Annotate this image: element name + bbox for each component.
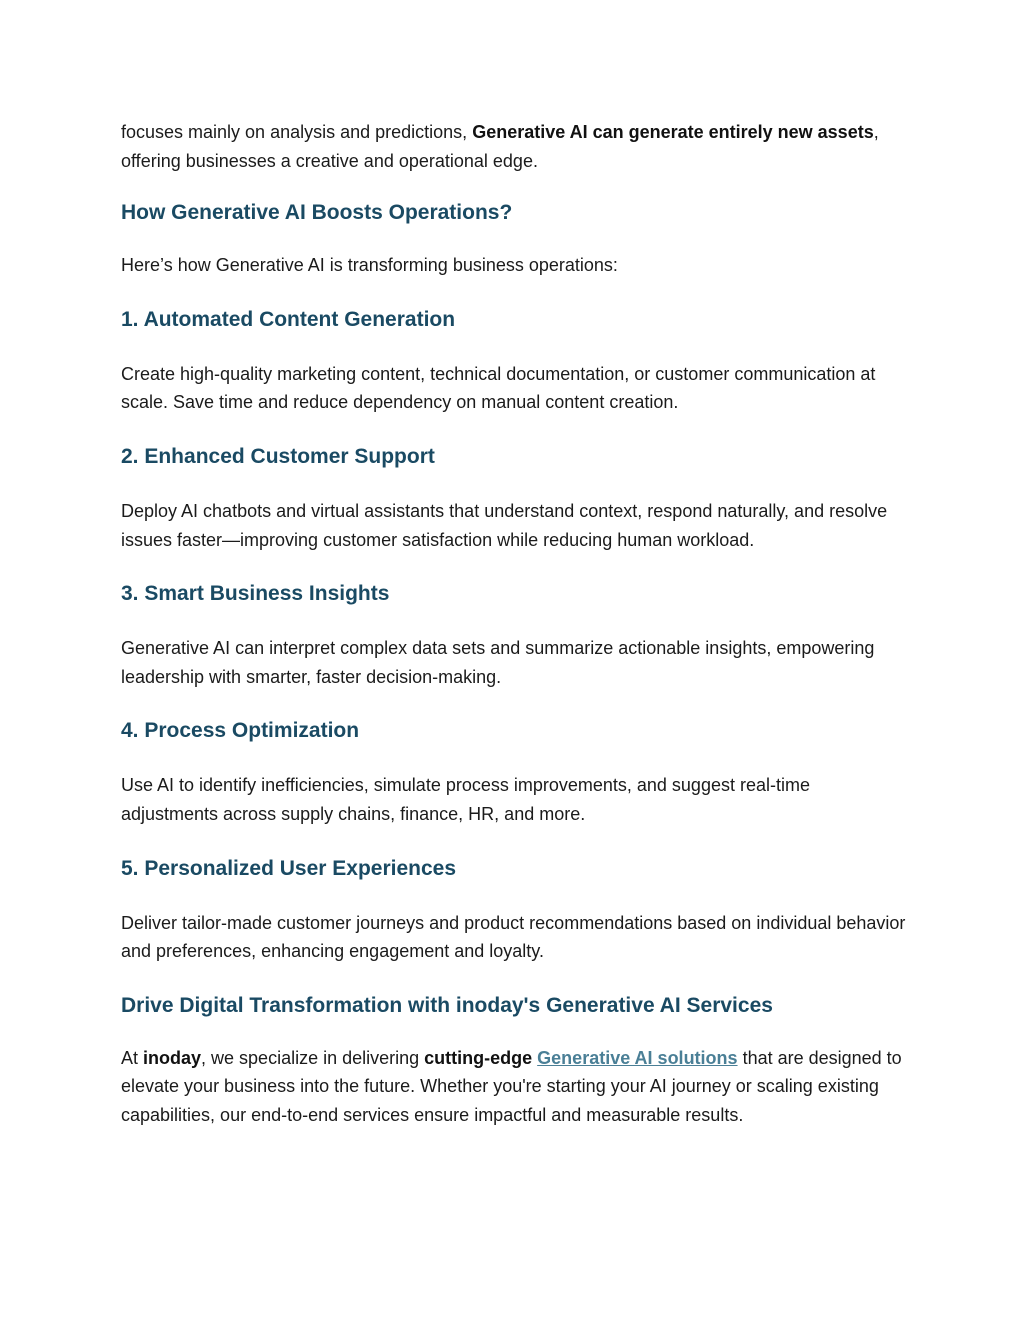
- item-body-business-insights: Generative AI can interpret complex data sets and summarize actionable insights, empowering leadership with smarter, faster decision-making.: [121, 638, 875, 687]
- item-body-customer-support: Deploy AI chatbots and virtual assistants that understand context, respond naturally, and resolve issues faster—improving customer satisfaction while reducing human workload.: [121, 500, 888, 550]
- drive-text-1: At: [121, 1047, 144, 1068]
- item-body-process-optimization: Use AI to identify inefficiencies, simulate process improvements, and suggest real-time adjustments across supply chains, finance, HR, and more.: [121, 775, 810, 824]
- item-heading-process-optimization: 4. Process Optimization: [121, 719, 360, 743]
- intro-text-2: , offering businesses a creative and operational edge.: [121, 122, 879, 171]
- drive-transformation-heading: Drive Digital Transformation with inoday's Generative AI Services: [121, 993, 773, 1017]
- operations-lead-paragraph: Here’s how Generative AI is transforming business operations:: [121, 255, 618, 276]
- intro-text-1: focuses mainly on analysis and predictions,: [121, 122, 473, 142]
- document-content: [121, 118, 906, 1130]
- item-heading-personalized-experiences: 5. Personalized User Experiences: [121, 856, 457, 880]
- item-heading-business-insights: 3. Smart Business Insights: [121, 582, 390, 606]
- generative-ai-solutions-link[interactable]: Generative AI solutions: [537, 1047, 738, 1068]
- item-body-content-generation: Create high-quality marketing content, technical documentation, or customer communication at scale. Save time and reduce dependency on manual content creation.: [121, 363, 876, 413]
- drive-text-4: that are designed to elevate your business into the future. Whether you're starting your AI journey or scaling existing capabilities, our end-to-end services ensure impactful and measurable results.: [121, 1047, 902, 1125]
- operations-heading: How Generative AI Boosts Operations?: [121, 201, 513, 225]
- brand-name: inoday: [143, 1047, 202, 1068]
- drive-bold-text: cutting-edge: [424, 1047, 533, 1068]
- item-heading-content-generation: 1. Automated Content Generation: [121, 307, 456, 331]
- item-body-personalized-experiences: Deliver tailor-made customer journeys and product recommendations based on individual behavior and preferences, enhancing engagement and loyalty.: [121, 912, 906, 962]
- intro-paragraph: [121, 118, 906, 175]
- drive-transformation-paragraph: [121, 1044, 906, 1130]
- intro-bold-text: Generative AI can generate entirely new assets: [472, 122, 874, 142]
- drive-text-2: , we specialize in delivering: [201, 1047, 425, 1068]
- item-heading-customer-support: 2. Enhanced Customer Support: [121, 444, 435, 468]
